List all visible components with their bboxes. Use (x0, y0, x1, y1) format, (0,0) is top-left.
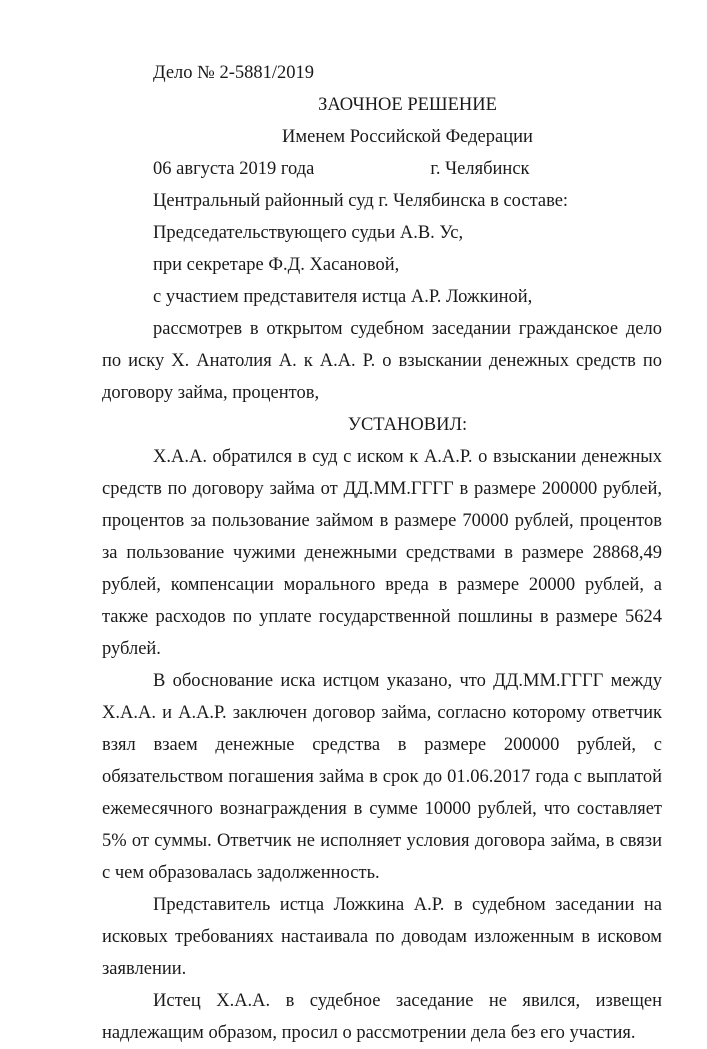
paragraph-plaintiff-absence: Истец Х.А.А. в судебное заседание не явился, извещен надлежащим образом, просил о рассмотрении дела без его участия. (102, 991, 662, 1043)
paragraph-representative: Представитель истца Ложкина А.Р. в судебном заседании на исковых требованиях настаивала по доводам изложенным в исковом заявлении. (102, 895, 662, 979)
document-date: 06 августа 2019 года (153, 159, 315, 179)
document-title: ЗАОЧНОЕ РЕШЕНИЕ (318, 95, 497, 115)
case-description: рассмотрев в открытом судебном заседании гражданское дело по иску Х. Анатолия А. к А.А. Р. о взыскании денежных средств по договору займа, процентов, (102, 319, 662, 403)
document-city: г. Челябинск (430, 159, 530, 179)
secretary-line: при секретаре Ф.Д. Хасановой, (153, 255, 400, 275)
court-line: Центральный районный суд г. Челябинска в составе: (153, 191, 569, 211)
paragraph-justification: В обоснование иска истцом указано, что ДД.ММ.ГГГГ между Х.А.А. и А.А.Р. заключен договор займа, согласно которому ответчик взял взаем денежные средства в размере 200000 рублей, с обязательством погашения займа в срок до 01.06.2017 года с выплатой ежемесячного вознаграждения в сумме 10000 рублей, что составляет 5% от суммы. Ответчик не исполняет условия договора займа, в связи с чем образовалась задолженность. (102, 671, 662, 883)
representative-line: с участием представителя истца А.Р. Ложкиной, (153, 287, 533, 307)
established-heading: УСТАНОВИЛ: (347, 415, 468, 435)
document-subtitle: Именем Российской Федерации (282, 127, 533, 147)
judge-line: Председательствующего судьи А.В. Ус, (153, 223, 464, 243)
paragraph-claim: Х.А.А. обратился в суд с иском к А.А.Р. о взыскании денежных средств по договору займа от ДД.ММ.ГГГГ в размере 200000 рублей, процентов за пользование займом в размере 70000 рублей, процентов за пользование чужими денежными средствами в размере 28868,49 рублей, компенсации морального вреда в размере 20000 рублей, а также расходов по уплате государственной пошлины в размере 5624 рублей. (102, 447, 662, 659)
case-number: Дело № 2-5881/2019 (153, 63, 314, 83)
date-city-line (102, 153, 662, 185)
